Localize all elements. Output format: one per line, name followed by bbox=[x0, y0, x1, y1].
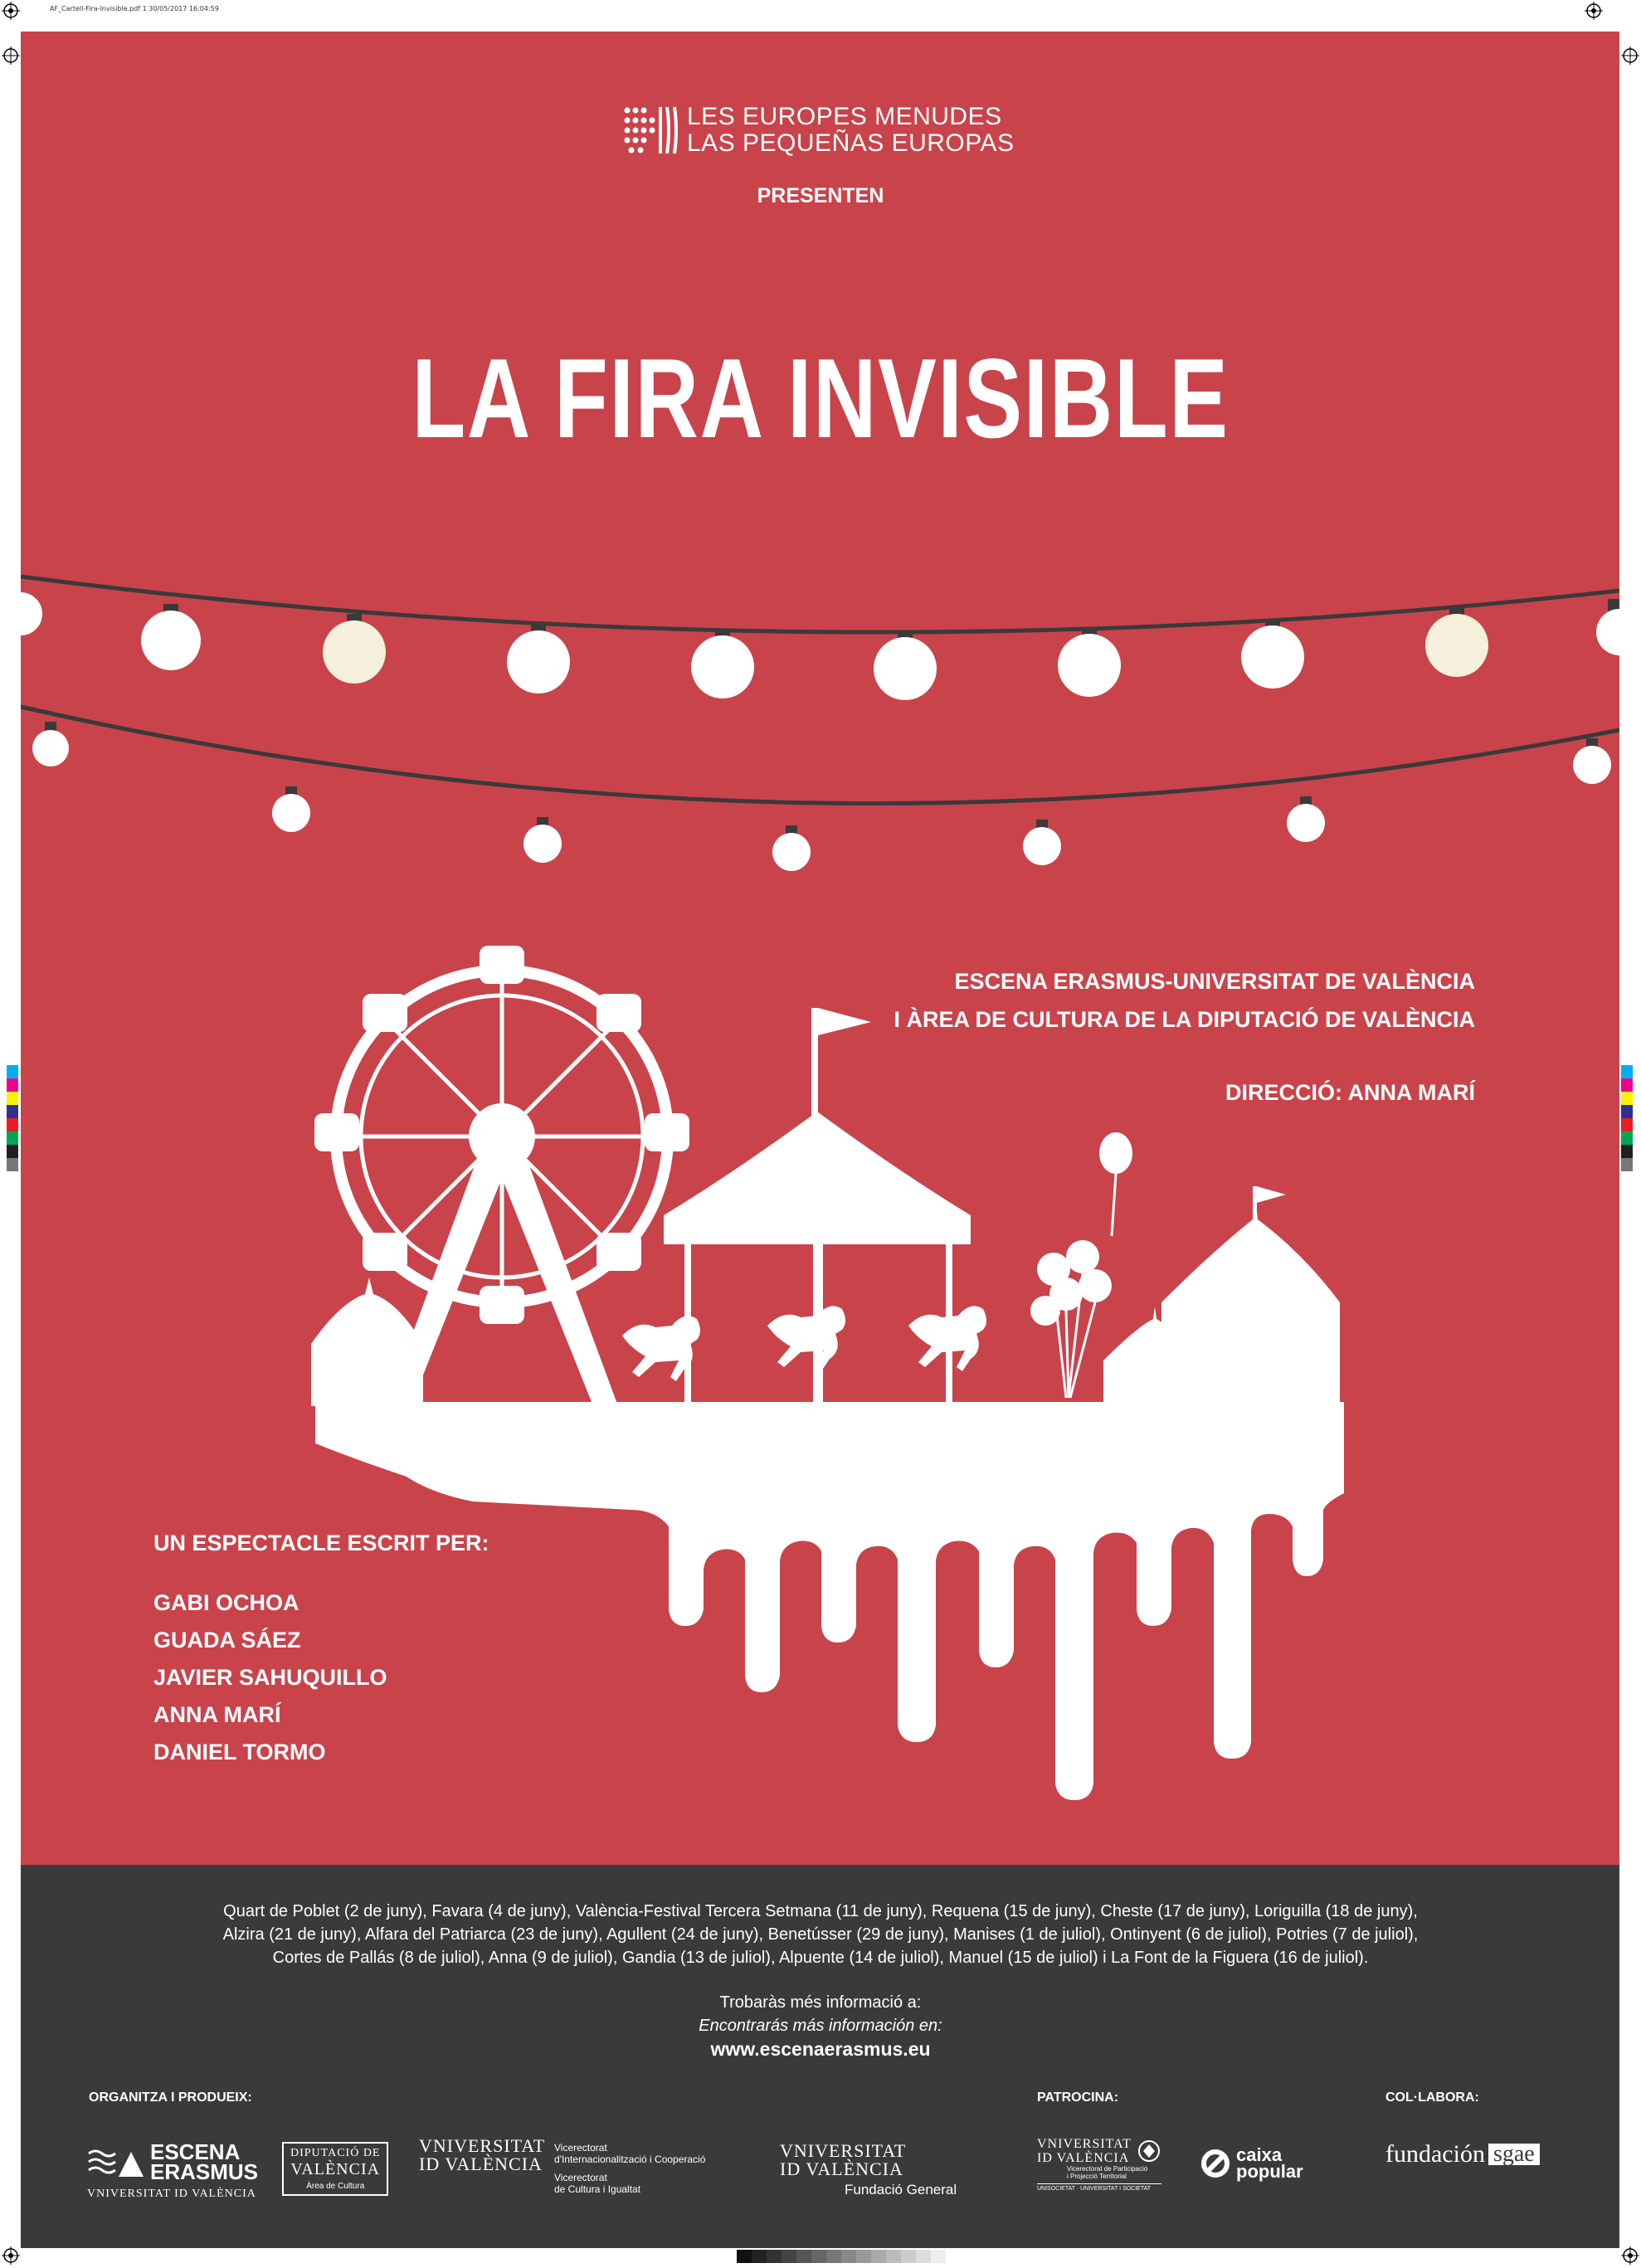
author-name: DANIEL TORMO bbox=[153, 1740, 326, 1764]
color-calibration-bar bbox=[1621, 1065, 1633, 1171]
vice2-line-2: de Cultura i Igualtat bbox=[554, 2183, 641, 2195]
colabora-label: COL·LABORA: bbox=[1385, 2090, 1479, 2105]
production-credits bbox=[894, 962, 1476, 1112]
brand-line-1: LES EUROPES MENUDES bbox=[687, 103, 1002, 130]
registration-mark-icon bbox=[2, 2246, 20, 2265]
tour-dates bbox=[0, 1900, 1641, 1969]
vice2-line-1: Vicerectorat bbox=[554, 2172, 607, 2183]
uv-line-2: ID VALÈNCIA bbox=[419, 2154, 543, 2174]
light-bulb-icon bbox=[874, 630, 937, 700]
fundacion-text: fundación bbox=[1385, 2140, 1485, 2168]
escena-uv-text: VNIVERSITAT ID VALÈNCIA bbox=[87, 2188, 256, 2200]
uv3-line-2: ID VALÈNCIA bbox=[1037, 2151, 1130, 2165]
escena-erasmus-logo bbox=[87, 2139, 259, 2203]
light-bulb-icon bbox=[1058, 627, 1121, 697]
light-bulb-icon bbox=[772, 825, 811, 871]
uv2-line-1: VNIVERSITAT bbox=[780, 2140, 907, 2161]
brand-line-2: LAS PEQUEÑAS EUROPAS bbox=[687, 129, 1015, 157]
credit-line-1: ESCENA ERASMUS-UNIVERSITAT DE VALÈNCIA bbox=[954, 969, 1475, 994]
presenten-label: PRESENTEN bbox=[757, 184, 884, 207]
diputacio-line-1: DIPUTACIÓ DE bbox=[290, 2147, 381, 2159]
registration-mark-icon bbox=[2, 2, 20, 20]
uv3-line-1: VNIVERSITAT bbox=[1037, 2137, 1132, 2151]
uv3-sub-1: Vicerectorat de Participació bbox=[1067, 2165, 1148, 2173]
vice1-line-1: Vicerectorat bbox=[554, 2142, 607, 2154]
fundacio-general-text: Fundació General bbox=[845, 2182, 957, 2197]
vicerectorat-block bbox=[554, 2142, 705, 2195]
uv-logo bbox=[419, 2137, 545, 2173]
info-label-va: Trobaràs més informació a: bbox=[719, 1993, 922, 2012]
light-bulb-icon bbox=[1573, 738, 1611, 784]
author-name: ANNA MARÍ bbox=[153, 1702, 281, 1727]
light-bulb-icon bbox=[272, 786, 310, 832]
diputacio-logo bbox=[282, 2142, 388, 2196]
light-bulb-icon bbox=[1425, 607, 1488, 677]
sgae-text: sgae bbox=[1488, 2144, 1540, 2165]
light-bulb-icon bbox=[1241, 619, 1304, 689]
vice1-line-2: d'Internacionalització i Cooperació bbox=[554, 2154, 706, 2165]
author-name: JAVIER SAHUQUILLO bbox=[153, 1665, 387, 1690]
tour-dates-line: Cortes de Pallás (8 de juliol), Anna (9 de juliol), Gandia (13 de juliol), Alpuente (14 de juliol), Manuel (15 de juliol) i La Font de la Figuera (16 de juliol). bbox=[272, 1949, 1369, 1967]
uv-fundacio-logo bbox=[780, 2142, 957, 2198]
registration-mark-icon bbox=[1621, 46, 1639, 65]
uv3-tag: UNISOCIETAT · UNIVERSITAT I SOCIETAT bbox=[1037, 2183, 1161, 2192]
caixa-line-2: popular bbox=[1236, 2161, 1303, 2182]
organitza-label: ORGANITZA I PRODUEIX: bbox=[89, 2090, 252, 2105]
uv2-line-2: ID VALÈNCIA bbox=[780, 2158, 903, 2179]
light-bulb-icon bbox=[21, 592, 42, 635]
author-name: GABI OCHOA bbox=[153, 1590, 299, 1615]
escena-line-2: ERASMUS bbox=[150, 2159, 259, 2184]
light-bulb-icon bbox=[1596, 599, 1619, 655]
author-name: GUADA SÁEZ bbox=[153, 1628, 301, 1652]
authors-heading: UN ESPECTACLE ESCRIT PER: bbox=[153, 1531, 489, 1555]
light-bulb-icon bbox=[691, 629, 754, 698]
authors-block bbox=[153, 1531, 489, 1771]
patrocina-label: PATROCINA: bbox=[1037, 2090, 1119, 2105]
gray-calibration-bar bbox=[737, 2250, 946, 2263]
light-bulb-icon bbox=[141, 604, 201, 670]
uv-unisocietat-logo bbox=[1037, 2137, 1161, 2192]
escena-line-1: ESCENA bbox=[150, 2139, 241, 2164]
registration-mark-icon bbox=[1585, 2, 1603, 20]
more-info bbox=[0, 1991, 1641, 2061]
brand-logo bbox=[622, 104, 1015, 157]
uv-line-1: VNIVERSITAT bbox=[419, 2135, 546, 2156]
print-info: AF_Cartell-Fira-Invisible.pdf 1 30/05/2017 16:04:59 bbox=[50, 5, 219, 12]
caixa-line-1: caixa bbox=[1236, 2144, 1283, 2165]
uv-seal-icon bbox=[1137, 2139, 1161, 2163]
registration-mark-icon bbox=[2, 46, 20, 65]
tour-dates-line: Quart de Poblet (2 de juny), Favara (4 de juny), València-Festival Tercera Setmana (11 de juny), Requena (15 de juny), Cheste (17 de juny), Loriguilla (18 de juny), bbox=[223, 1902, 1418, 1920]
direction-credit: DIRECCIÓ: ANNA MARÍ bbox=[1225, 1080, 1475, 1105]
light-bulb-icon bbox=[1287, 796, 1325, 842]
diputacio-sub: Àrea de Cultura bbox=[306, 2182, 365, 2191]
info-label-es: Encontrarás más información en: bbox=[699, 2017, 942, 2035]
light-bulb-icon bbox=[507, 624, 570, 694]
tour-dates-line: Alzira (21 de juny), Alfara del Patriarca (23 de juny), Agullent (24 de juny), Benetússer (29 de juny), Manises (1 de juliol), Ontinyent (6 de juliol), Potries (7 de juliol), bbox=[222, 1925, 1419, 1944]
light-bulb-icon bbox=[1023, 820, 1061, 865]
caixa-popular-icon bbox=[1201, 2149, 1230, 2178]
color-calibration-bar bbox=[7, 1065, 18, 1171]
fundacion-sgae-logo bbox=[1385, 2140, 1540, 2168]
credit-line-2: I ÀREA DE CULTURA DE LA DIPUTACIÓ DE VALÈNCIA bbox=[894, 1007, 1475, 1032]
registration-mark-icon bbox=[1621, 2246, 1639, 2265]
poster-title: LA FIRA INVISIBLE bbox=[411, 335, 1230, 461]
uv3-sub-2: i Projecció Territorial bbox=[1067, 2173, 1127, 2180]
caixa-popular-logo bbox=[1201, 2144, 1303, 2182]
light-bulb-icon bbox=[523, 817, 562, 863]
string-lights-illustration bbox=[21, 564, 1619, 913]
website-link[interactable]: www.escenaerasmus.eu bbox=[710, 2038, 931, 2060]
diputacio-line-2: VALÈNCIA bbox=[290, 2160, 381, 2178]
dots-logo-icon bbox=[622, 104, 680, 157]
escena-erasmus-icon bbox=[87, 2145, 145, 2178]
light-bulb-icon bbox=[32, 722, 69, 767]
light-bulb-icon bbox=[323, 614, 386, 684]
